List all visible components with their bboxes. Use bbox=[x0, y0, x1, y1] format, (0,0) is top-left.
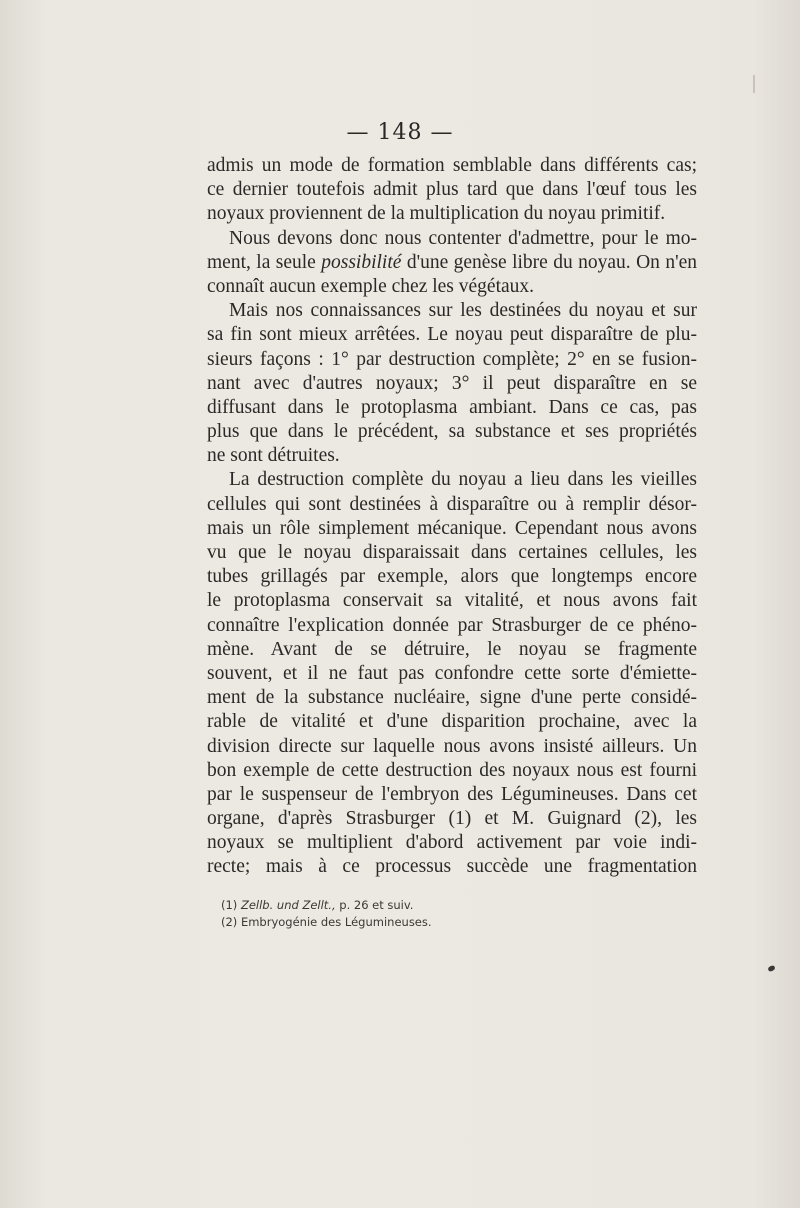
text-line: organe, d'après Strasburger (1) et M. Guignard (2), les bbox=[207, 808, 697, 830]
text-line: connaît aucun exemple chez les végétaux. bbox=[207, 275, 535, 297]
main-text-block bbox=[207, 154, 697, 880]
text-line: ce dernier toutefois admit plus tard que dans l'œuf tous les bbox=[207, 179, 697, 201]
text-line: plus que dans le précédent, sa substance et ses propriétés bbox=[207, 421, 697, 443]
text-line: cellules qui sont destinées à disparaître ou à remplir désor- bbox=[207, 493, 697, 515]
text-line: nant avec d'autres noyaux; 3° il peut disparaître en se bbox=[207, 372, 697, 394]
text-line: par le suspenseur de l'embryon des Légumineuses. Dans cet bbox=[207, 783, 697, 805]
page-number: — 148 — bbox=[346, 120, 454, 145]
text-line: noyaux se multiplient d'abord activement par voie indi- bbox=[207, 832, 697, 854]
footnotes bbox=[221, 897, 661, 931]
paragraph-start-line: Nous devons donc nous contenter d'admettre, pour le mo- bbox=[229, 227, 697, 249]
text-line: mène. Avant de se détruire, le noyau se fragmente bbox=[207, 638, 697, 660]
text-line: sieurs façons : 1° par destruction complète; 2° en se fusion- bbox=[207, 348, 697, 370]
ink-blot bbox=[767, 965, 775, 972]
text-line: connaître l'explication donnée par Strasburger de ce phéno- bbox=[207, 614, 697, 636]
text-line: rable de vitalité et d'une disparition prochaine, avec la bbox=[207, 711, 697, 733]
paragraph-start-line: Mais nos connaissances sur les destinées du noyau et sur bbox=[229, 300, 697, 322]
text-line: division directe sur laquelle nous avons insisté ailleurs. Un bbox=[207, 735, 697, 757]
emphasized-word: possibilité bbox=[321, 251, 402, 273]
footnote-1 bbox=[221, 897, 661, 914]
footnote-1-title: Zellb. und Zellt., bbox=[240, 898, 336, 912]
text-line: bon exemple de cette destruction des noyaux nous est fourni bbox=[207, 759, 697, 781]
text-line: ment de la substance nucléaire, signe d'une perte considé- bbox=[207, 687, 697, 709]
text-line: admis un mode de formation semblable dans différents cas; bbox=[207, 155, 697, 176]
text-line: vu que le noyau disparaissait dans certaines cellules, les bbox=[207, 542, 697, 563]
footnote-2-text: Embryogénie des Légumineuses. bbox=[240, 915, 432, 929]
text-line: noyaux proviennent de la multiplication du noyau primitif. bbox=[207, 203, 666, 225]
text-line: ne sont détruites. bbox=[207, 445, 340, 467]
text-line: ment, la seule possibilité d'une genèse libre du noyau. On n'en bbox=[207, 251, 697, 273]
text-line: le protoplasma conservait sa vitalité, et nous avons fait bbox=[207, 590, 697, 612]
footnote-2-number: (2) bbox=[221, 915, 238, 929]
paragraph-start-line: La destruction complète du noyau a lieu dans les vieilles bbox=[229, 469, 697, 491]
footnote-2 bbox=[221, 914, 661, 931]
text-line: diffusant dans le protoplasma ambiant. Dans ce cas, pas bbox=[207, 396, 697, 418]
footnote-1-number: (1) bbox=[221, 898, 238, 912]
text-line: mais un rôle simplement mécanique. Cependant nous avons bbox=[207, 517, 697, 539]
text-line: souvent, et il ne faut pas confondre cette sorte d'émiette- bbox=[207, 662, 697, 684]
text-line: sa fin sont mieux arrêtées. Le noyau peut disparaître de plu- bbox=[207, 324, 697, 346]
text-line: recte; mais à ce processus succède une fragmentation bbox=[207, 856, 697, 878]
footnote-1-pages: p. 26 et suiv. bbox=[339, 898, 414, 912]
paper-mark bbox=[753, 75, 755, 93]
text-line: tubes grillagés par exemple, alors que longtemps encore bbox=[207, 566, 697, 588]
